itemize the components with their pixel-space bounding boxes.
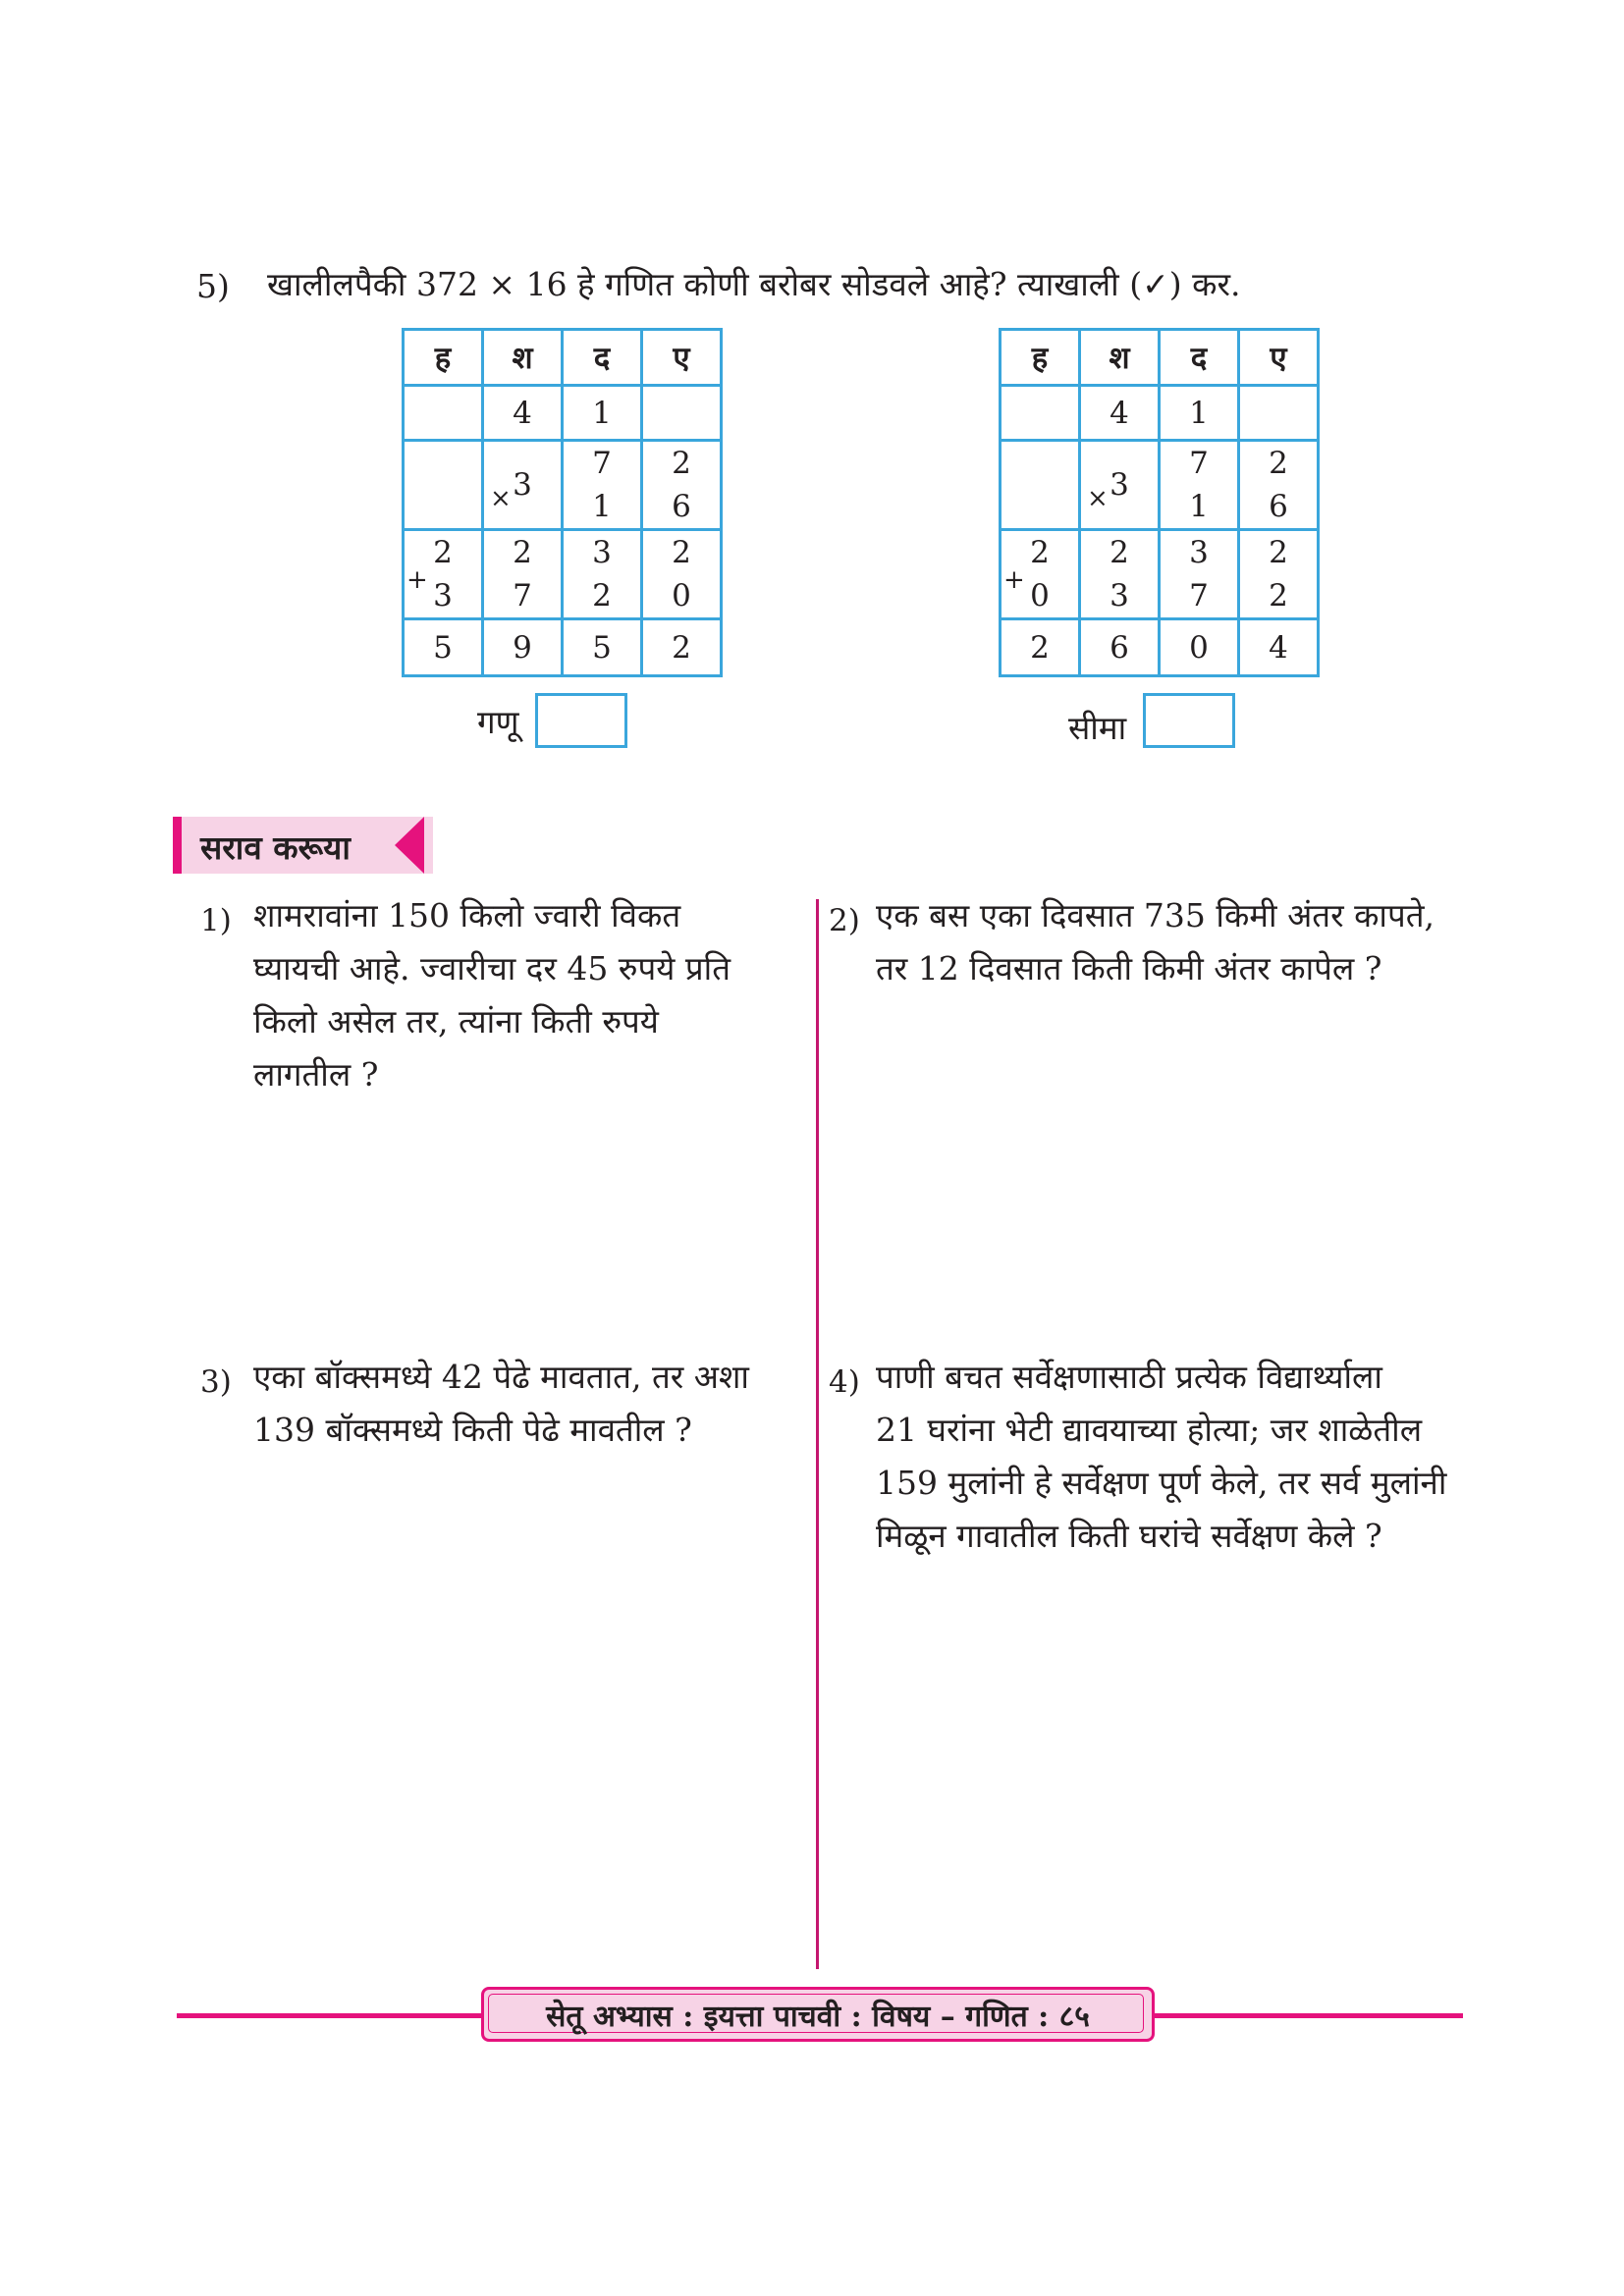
partial-cell: 2 0 +: [1001, 530, 1080, 619]
times-sign: ×: [490, 484, 512, 513]
plus-sign: +: [406, 565, 428, 595]
carry-cell: [404, 386, 483, 441]
carry-cell: [1239, 386, 1319, 441]
plus-sign: +: [1003, 565, 1025, 595]
carry-cell: [1001, 386, 1080, 441]
question-2-text: एक बस एका दिवसात 735 किमी अंतर कापते, तर 12 दिवसात किती किमी अंतर कापेल ?: [876, 896, 1435, 988]
footer-text: सेतू अभ्यास : इयत्ता पाचवी : विषय – गणित : ८५: [546, 2000, 1090, 2034]
result-cell: 5: [404, 619, 483, 676]
result-cell: 9: [483, 619, 563, 676]
multiply-cell: 2 6: [1239, 441, 1319, 530]
practice-heading: सराव करूया: [200, 828, 351, 867]
header-dashak: द: [563, 330, 642, 386]
question-4-number: 4): [829, 1364, 860, 1400]
result-cell: 0: [1160, 619, 1239, 676]
carry-cell: 4: [1080, 386, 1160, 441]
multiply-cell: 3 ×: [1080, 441, 1160, 530]
times-sign: ×: [1087, 484, 1109, 513]
result-cell: 4: [1239, 619, 1319, 676]
header-hazar: ह: [404, 330, 483, 386]
partial-cell: 2 2: [1239, 530, 1319, 619]
question-1-number: 1): [200, 903, 232, 938]
footer-rule-right: [1153, 2013, 1463, 2018]
header-shatak: श: [1080, 330, 1160, 386]
multiply-cell: 7 1: [563, 441, 642, 530]
result-cell: 6: [1080, 619, 1160, 676]
question-5-number: 5): [196, 267, 230, 305]
result-cell: 2: [1001, 619, 1080, 676]
header-ekak: ए: [642, 330, 722, 386]
partial-cell: 3 2: [563, 530, 642, 619]
calculation-table-seema: [999, 328, 1320, 677]
result-cell: 2: [642, 619, 722, 676]
header-dashak: द: [1160, 330, 1239, 386]
header-ekak: ए: [1239, 330, 1319, 386]
multiply-cell: 3 ×: [483, 441, 563, 530]
partial-cell: 2 3 +: [404, 530, 483, 619]
multiply-cell: 2 6: [642, 441, 722, 530]
result-cell: 5: [563, 619, 642, 676]
carry-cell: 1: [1160, 386, 1239, 441]
practice-heading-arrow: [395, 817, 424, 874]
calculation-table-ganu: [402, 328, 723, 677]
answer-checkbox-seema[interactable]: [1143, 693, 1235, 748]
carry-cell: [642, 386, 722, 441]
question-5-text: खालीलपैकी 372 × 16 हे गणित कोणी बरोबर सोडवले आहे? त्याखाली (✓) कर.: [267, 265, 1241, 303]
carry-cell: 1: [563, 386, 642, 441]
answer-label-seema: सीमा: [1068, 709, 1127, 747]
column-divider: [816, 899, 819, 1969]
question-3-number: 3): [200, 1364, 232, 1400]
answer-checkbox-ganu[interactable]: [535, 693, 627, 748]
question-3-text: एका बॉक्समध्ये 42 पेढे मावतात, तर अशा 139 बॉक्समध्ये किती पेढे मावतील ?: [253, 1358, 749, 1449]
header-hazar: ह: [1001, 330, 1080, 386]
header-shatak: श: [483, 330, 563, 386]
partial-cell: 2 0: [642, 530, 722, 619]
partial-cell: 3 7: [1160, 530, 1239, 619]
question-1-text: शामरावांना 150 किलो ज्वारी विकत घ्यायची आहे. ज्वारीचा दर 45 रुपये प्रति किलो असेल तर, त्यांना किती रुपये लागतील ?: [253, 896, 731, 1094]
answer-label-ganu: गणू: [477, 703, 519, 741]
partial-cell: 2 7: [483, 530, 563, 619]
multiply-cell: [1001, 441, 1080, 530]
multiply-cell: [404, 441, 483, 530]
partial-cell: 2 3: [1080, 530, 1160, 619]
question-2-number: 2): [829, 903, 860, 938]
question-4-text: पाणी बचत सर्वेक्षणासाठी प्रत्येक विद्यार्थ्याला 21 घरांना भेटी द्यावयाच्या होत्या; जर शाळेतील 159 मुलांनी हे सर्वेक्षण पूर्ण केले, तर सर्व मुलांनी मिळून गावातील किती घरांचे सर्वेक्षण केले ?: [876, 1358, 1447, 1555]
carry-cell: 4: [483, 386, 563, 441]
multiply-cell: 7 1: [1160, 441, 1239, 530]
footer-rule-left: [177, 2013, 483, 2018]
